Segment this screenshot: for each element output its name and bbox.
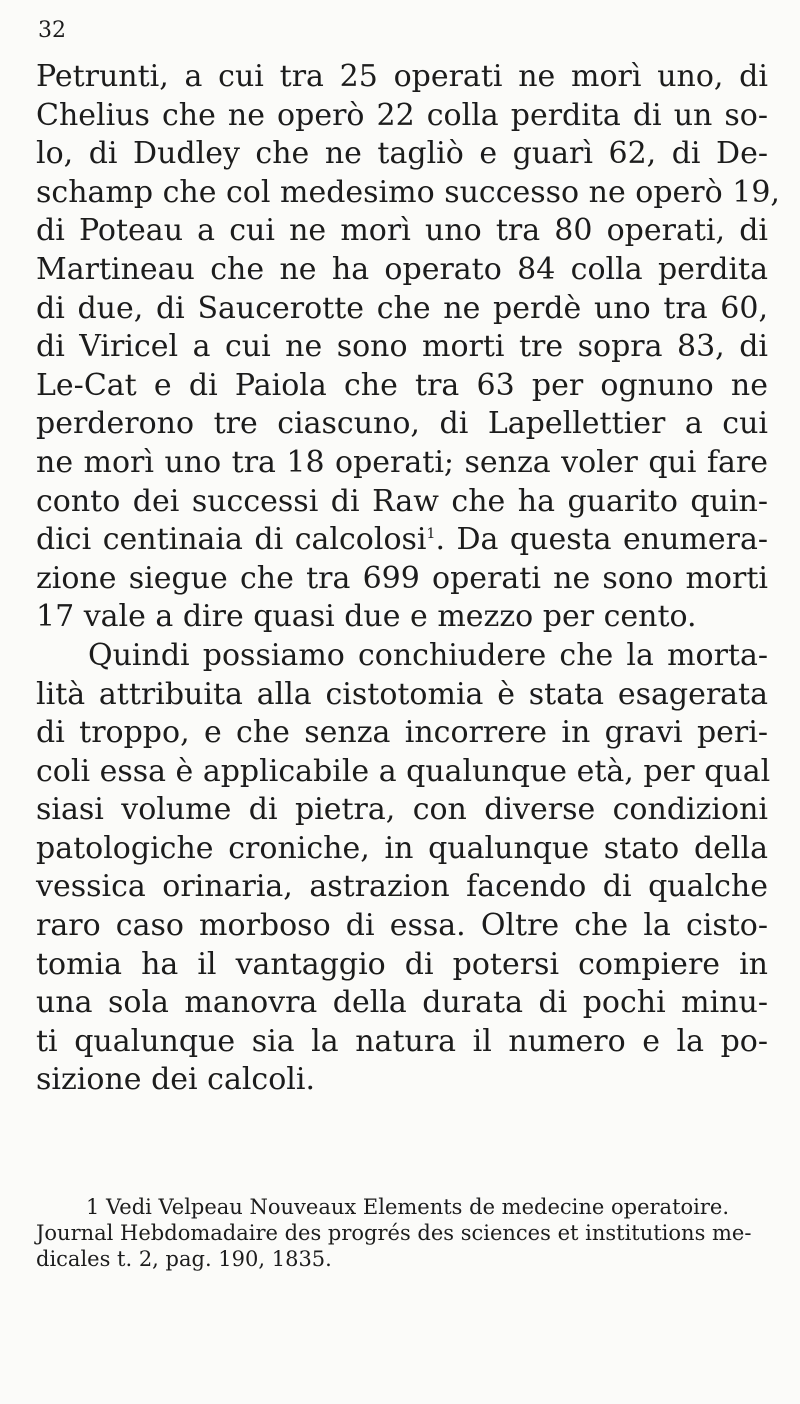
text-line: patologiche croniche, in qualunque stato della xyxy=(36,830,768,866)
text-line: ti qualunque sia la natura il numero e la po- xyxy=(36,1023,768,1059)
text-line: tomia ha il vantaggio di potersi compiere in xyxy=(36,946,768,982)
text-line: lità attribuita alla cistotomia è stata esagerata xyxy=(36,676,768,712)
text-line: raro caso morboso di essa. Oltre che la cisto- xyxy=(36,908,768,944)
text-line: Le-Cat e di Paiola che tra 63 per ognuno ne xyxy=(36,367,768,403)
footnote-line: 1 Vedi Velpeau Nouveaux Elements de medecine operatoire. xyxy=(86,1195,730,1219)
text-line: conto dei successi di Raw che ha guarito quin- xyxy=(36,483,768,519)
text-line: zione siegue che tra 699 operati ne sono morti xyxy=(36,560,768,596)
footnote-line: Journal Hebdomadaire des progrés des sciences et institutions me- xyxy=(36,1221,752,1245)
text-line: Chelius che ne operò 22 colla perdita di un so- xyxy=(36,97,768,133)
text-line: Petrunti, a cui tra 25 operati ne morì uno, di xyxy=(36,59,768,94)
text-line: perderono tre ciascuno, di Lapellettier a cui xyxy=(36,406,768,442)
text-fragment: . Da questa enumera- xyxy=(435,522,768,558)
text-line: schamp che col medesimo successo ne operò 19, xyxy=(36,174,780,210)
text-line: lo, di Dudley che ne tagliò e guarì 62, di De- xyxy=(36,136,768,172)
text-line: sizione dei calcoli. xyxy=(36,1062,316,1098)
body-text xyxy=(36,58,780,1100)
text-line: 17 vale a dire quasi due e mezzo per cento. xyxy=(36,599,697,635)
paragraph-start-line: Quindi possiamo conchiudere che la morta- xyxy=(88,637,768,673)
text-fragment: dici centinaia di calcolosi xyxy=(36,522,427,558)
page-number: 32 xyxy=(38,18,66,43)
text-line: di Poteau a cui ne morì uno tra 80 operati, di xyxy=(36,213,768,249)
footnotes xyxy=(36,1194,768,1272)
text-line: di troppo, e che senza incorrere in gravi peri- xyxy=(36,715,768,751)
text-line: di due, di Saucerotte che ne perdè uno tra 60, xyxy=(36,290,768,326)
text-line: coli essa è applicabile a qualunque età, per qual xyxy=(36,753,771,789)
text-line: di Viricel a cui ne sono morti tre sopra 83, di xyxy=(36,329,768,365)
text-line: Martineau che ne ha operato 84 colla perdita xyxy=(36,251,768,287)
text-line: una sola manovra della durata di pochi minu- xyxy=(36,985,768,1021)
text-line-with-footnote-ref xyxy=(36,521,768,560)
text-line: siasi volume di pietra, con diverse condizioni xyxy=(36,792,768,828)
text-line: vessica orinaria, astrazion facendo di qualche xyxy=(36,869,768,905)
text-line: ne morì uno tra 18 operati; senza voler qui fare xyxy=(36,444,768,480)
footnote-marker: 1 xyxy=(426,526,436,543)
footnote-line: dicales t. 2, pag. 190, 1835. xyxy=(36,1247,332,1271)
